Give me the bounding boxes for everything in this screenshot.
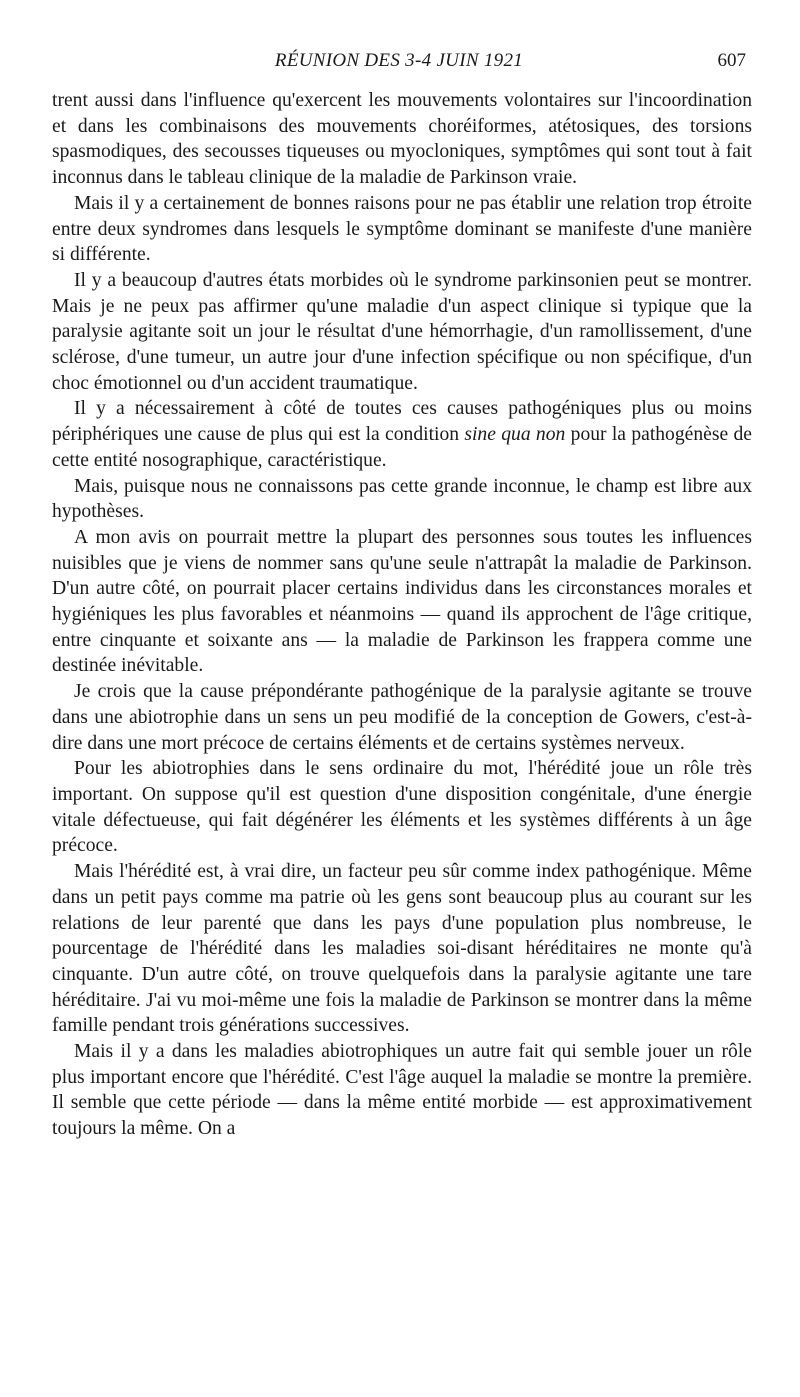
paragraph-6: A mon avis on pourrait mettre la plupart des personnes sous toutes les influences nuisibles que je viens de nommer sans qu'une seule n'attrapât la maladie de Parkinson. D'un autre côté, on pourrait placer certains individus dans les circonstances morales et hygiéniques les plus favorables et néanmoins — quand ils approchent de l'âge critique, entre cinquante et soixante ans — la maladie de Parkinson les frappera comme une destinée inévitable. [52, 526, 752, 677]
paragraph-3: Il y a beaucoup d'autres états morbides où le syndrome parkinsonien peut se montrer. Mais je ne peux pas affirmer qu'une maladie d'un aspect clinique si typique que la paralysie agitante soit un jour le résultat d'une hémorrhagie, d'un ramollissement, d'une sclérose, d'une tumeur, un autre jour d'une infection spécifique ou non spécifique, d'un choc émotionnel ou d'un accident traumatique. [52, 269, 752, 394]
paragraph-4-text-b: pour la pathogénèse de cette entité nosographique, caractéristique. [52, 424, 752, 471]
body-text [52, 88, 752, 1142]
paragraph-7: Je crois que la cause prépondérante pathogénique de la paralysie agitante se trouve dans une abiotrophie dans un sens un peu modifié de la conception de Gowers, c'est-à-dire dans une mort précoce de certains éléments et de certains systèmes nerveux. [52, 681, 752, 754]
running-header [52, 50, 746, 76]
latin-phrase: sine qua non [464, 424, 566, 446]
paragraph-2: Mais il y a certainement de bonnes raisons pour ne pas établir une relation trop étroite entre deux syndromes dans lesquels le symptôme dominant se manifeste d'une manière si différente. [52, 192, 752, 266]
paragraph-8: Pour les abiotrophies dans le sens ordinaire du mot, l'hérédité joue un rôle très important. On suppose qu'il est question d'une disposition congénitale, d'une énergie vitale défectueuse, qui fait dégénérer les éléments et les systèmes différents à un âge précoce. [52, 758, 752, 857]
running-title: RÉUNION DES 3-4 JUIN 1921 [274, 50, 524, 71]
paragraph-4-text-a: Il y a nécessairement à côté de toutes ces causes pathogéniques plus ou moins périphériques une cause de plus qui est la condition [52, 398, 752, 446]
paragraph-9: Mais l'hérédité est, à vrai dire, un facteur peu sûr comme index pathogénique. Même dans un petit pays comme ma patrie où les gens sont beaucoup plus au courant sur les relations de leur parenté que dans les pays d'une population plus nombreuse, le pourcentage de l'hérédité dans les maladies soi-disant héréditaires ne monte qu'à cinquante. D'un autre côté, on trouve quelquefois dans la paralysie agitante une tare héréditaire. J'ai vu moi-même une fois la maladie de Parkinson se montrer dans la même famille pendant trois générations successives. [52, 861, 752, 1037]
page-number: 607 [717, 50, 746, 71]
paragraph-1: trent aussi dans l'influence qu'exercent les mouvements volontaires sur l'incoordination et dans les combinaisons des mouvements choréiformes, atétosiques, des torsions spasmodiques, des secousses tiqueuses ou myocloniques, symptômes qui sont tout à fait inconnus dans le tableau clinique de la maladie de Parkinson vraie. [52, 90, 752, 189]
paragraph-5: Mais, puisque nous ne connaissons pas cette grande inconnue, le champ est libre aux hypothèses. [52, 475, 752, 523]
paragraph-10: Mais il y a dans les maladies abiotrophiques un autre fait qui semble jouer un rôle plus important encore que l'hérédité. C'est l'âge auquel la maladie se montre la première. Il semble que cette période — dans la même entité morbide — est approximativement toujours la même. On a [52, 1041, 752, 1140]
paragraph-4 [52, 396, 752, 473]
